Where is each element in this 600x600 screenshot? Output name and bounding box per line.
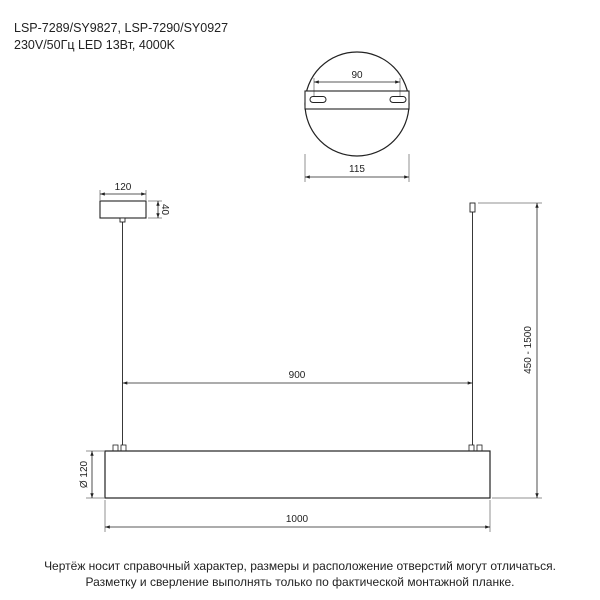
cable-clamp — [113, 445, 118, 451]
mounting-slot-right — [390, 97, 406, 103]
dim-label-plate: 90 — [351, 70, 363, 81]
dim-label-profile: Ø 120 — [79, 460, 90, 489]
canopy-side-view — [100, 182, 170, 222]
disclaimer-line-2: Разметку и сверление выполнять только по фактической монтажной планке. — [85, 575, 515, 589]
disclaimer-line-1: Чертёж носит справочный характер, размеры и расположение отверстий могут отличаться. — [44, 559, 556, 573]
suspension-cables — [123, 203, 476, 447]
dim-profile — [79, 451, 104, 498]
cable-clamp — [477, 445, 482, 451]
dim-label-canopy-diameter: 115 — [349, 164, 365, 175]
cable-clamp — [469, 445, 474, 451]
model-numbers: LSP-7289/SY9827, LSP-7290/SY0927 — [14, 21, 229, 35]
cable-clamp — [121, 445, 126, 451]
canopy-top-view — [305, 52, 409, 182]
lamp-profile — [105, 451, 490, 498]
canopy-body — [100, 201, 146, 218]
electrical-specs: 230V/50Гц LED 13Вт, 4000K — [14, 38, 176, 52]
dim-label-body-length: 1000 — [285, 514, 309, 525]
cable-stopper-right — [470, 203, 475, 212]
lamp-body — [105, 445, 490, 498]
mounting-slot-left — [310, 97, 326, 103]
disclaimer — [0, 558, 600, 590]
dim-cable-span — [123, 370, 473, 383]
dim-label-canopy-height: 40 — [159, 203, 170, 216]
dim-label-cable-span: 900 — [288, 370, 306, 381]
dim-label-suspension-height: 450 - 1500 — [523, 326, 534, 374]
cable-grip — [120, 218, 125, 222]
dim-body-length — [105, 500, 490, 532]
dim-label-canopy-width: 120 — [114, 182, 132, 193]
